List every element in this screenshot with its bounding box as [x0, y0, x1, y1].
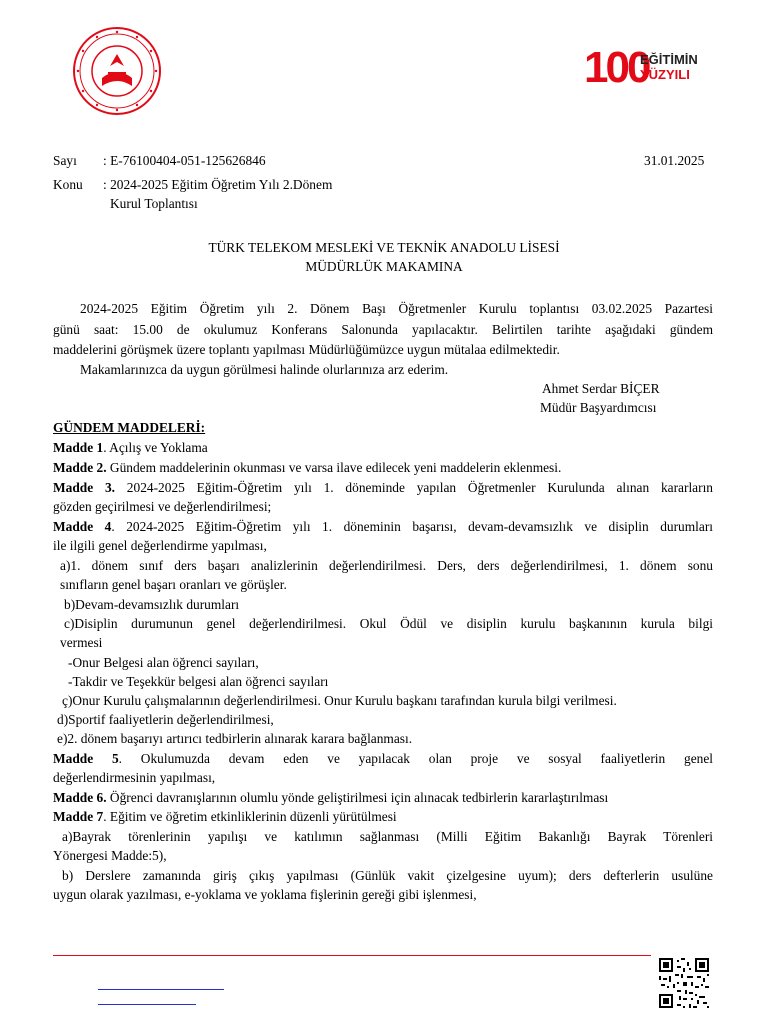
madde-4d: d)Sportif faaliyetlerin değerlendirilmesi,	[57, 712, 274, 727]
recipient-line1: TÜRK TELEKOM MESLEKİ VE TEKNİK ANADOLU LİSESİ	[208, 240, 560, 255]
agenda-item-3-line1	[53, 478, 713, 497]
agenda-item-2	[53, 458, 561, 477]
logo-line1: EĞİTİMİN	[640, 52, 698, 67]
agenda-heading: GÜNDEM MADDELERİ:	[53, 420, 206, 435]
madde-4cc: ç)Onur Kurulu çalışmalarının değerlendirilmesi. Onur Kurulu başkanı tarafından kurula bilgi verilmesi.	[62, 693, 617, 708]
konu-value-line1: : 2024-2025 Eğitim Öğretim Yılı 2.Dönem	[103, 177, 333, 192]
qr-code-icon	[659, 958, 709, 1008]
madde-7-label: Madde 7	[53, 809, 104, 824]
sayi-label: Sayı	[53, 153, 77, 168]
madde-5-text-2: değerlendirmesinin yapılması,	[53, 770, 216, 785]
footer-link-underline-2[interactable]	[98, 1004, 196, 1005]
madde-7a-line2: Yönergesi Madde:5),	[53, 848, 167, 863]
sayi-value: : E-76100404-051-125626846	[103, 153, 266, 168]
madde-1-label: Madde 1	[53, 440, 104, 455]
agenda-item-5-line1	[53, 749, 713, 768]
madde-4-label: Madde 4	[53, 519, 112, 534]
madde-5-label: Madde 5	[53, 751, 119, 766]
agenda-item-6	[53, 788, 608, 807]
agenda-item-7	[53, 807, 397, 826]
madde-4b: b)Devam-devamsızlık durumları	[64, 597, 240, 612]
madde-4-text-1: . 2024-2025 Eğitim-Öğretim yılı 1. döneminin başarısı, devam-devamsızlık ve disiplin durumları	[111, 519, 713, 534]
madde-2-text: Gündem maddelerinin okunması ve varsa ilave edilecek yeni maddelerin eklenmesi.	[106, 460, 562, 475]
document-date: 31.01.2025	[644, 153, 705, 168]
agenda-item-4-line1	[53, 517, 713, 536]
body-p2: Makamlarınızca da uygun görülmesi halinde olurlarınıza arz ederim.	[80, 362, 449, 377]
madde-2-label: Madde 2.	[53, 460, 107, 475]
egitimin-yuzyili-logo	[584, 44, 714, 100]
madde-3-text-2: gözden geçirilmesi ve değerlendirilmesi;	[53, 499, 272, 514]
ministry-seal-logo	[72, 26, 162, 116]
footer-divider	[53, 955, 651, 956]
madde-7-text: . Eğitim ve öğretim etkinliklerinin düzenli yürütülmesi	[103, 809, 397, 824]
madde-4c-item1: -Onur Belgesi alan öğrenci sayıları,	[68, 655, 259, 670]
madde-4c-line2: vermesi	[60, 635, 103, 650]
madde-6-text: Öğrenci davranışlarının olumlu yönde geliştirilmesi için alınacak tedbirlerin kararlaştırılması	[106, 790, 609, 805]
madde-3-label: Madde 3.	[53, 480, 116, 495]
agenda-item-1	[53, 438, 208, 457]
madde-5-text-1: . Okulumuzda devam eden ve yapılacak olan proje ve sosyal faaliyetlerin genel	[118, 751, 713, 766]
madde-4c-line1: c)Disiplin durumunun genel değerlendirilmesi. Okul Ödül ve disiplin kurulu başkanının kurula bilgi	[64, 616, 713, 631]
madde-4a-line1: a)1. dönem sınıf ders başarı analizlerinin değerlendirilmesi. Ders, ders değerlendirilmesi, 1. dönem sonu	[60, 558, 713, 573]
signature-title: Müdür Başyardımcısı	[540, 400, 657, 415]
madde-4a-line2: sınıfların genel başarı oranları ve görüşler.	[60, 577, 287, 592]
recipient-line2: MÜDÜRLÜK MAKAMINA	[305, 259, 463, 274]
madde-4e: e)2. dönem başarıyı artırıcı tedbirlerin alınarak karara bağlanması.	[57, 731, 413, 746]
madde-4c-item2: -Takdir ve Teşekkür belgesi alan öğrenci sayıları	[68, 674, 329, 689]
madde-7a-line1: a)Bayrak törenlerinin yapılışı ve katılımın sağlanması (Milli Eğitim Bakanlığı Bayrak Törenleri	[62, 829, 713, 844]
madde-7b-line1: b) Derslere zamanında giriş çıkış yapılması (Günlük vakit çizelgesine uyum); ders defterlerin usulüne	[62, 868, 713, 883]
logo-line2: YÜZYILI	[640, 67, 690, 82]
body-p1-line2: günü saat: 15.00 de okulumuz Konferans Salonunda yapılacaktır. Belirtilen tarihte aşağıdaki gündem	[53, 322, 713, 337]
logo-100-text: 100	[584, 43, 649, 92]
body-p1-line3: maddelerini görüşmek üzere toplantı yapılması Müdürlüğümüzce uygun mütalaa edilmektedir.	[53, 342, 560, 357]
madde-1-text: . Açılış ve Yoklama	[103, 440, 208, 455]
konu-label: Konu	[53, 177, 83, 192]
madde-7b-line2: uygun olarak yazılması, e-yoklama ve yoklama fişlerinin gereği gibi işlenmesi,	[53, 887, 477, 902]
madde-4-text-2: ile ilgili genel değerlendirme yapılması,	[53, 538, 267, 553]
konu-value-line2: Kurul Toplantısı	[110, 196, 198, 211]
body-p1-line1: 2024-2025 Eğitim Öğretim yılı 2. Dönem Başı Öğretmenler Kurulu toplantısı 03.02.2025 Pazartesi	[80, 301, 713, 316]
signature-name: Ahmet Serdar BİÇER	[542, 381, 660, 396]
madde-3-text-1: 2024-2025 Eğitim-Öğretim yılı 1. döneminde yapılan Öğretmenler Kurulunda alınan kararların	[115, 480, 713, 495]
madde-6-label: Madde 6.	[53, 790, 107, 805]
footer-link-underline[interactable]	[98, 989, 224, 990]
